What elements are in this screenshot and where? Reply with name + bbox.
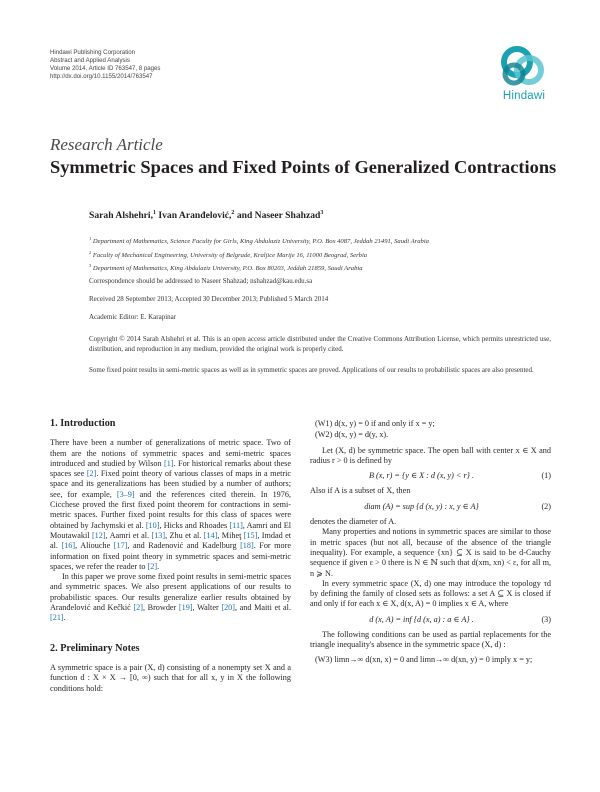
correspondence: Correspondence should be addressed to Naseer Shahzad; nshahzad@kau.edu.sa bbox=[89, 277, 313, 285]
equation-2 bbox=[310, 502, 551, 512]
academic-editor: Academic Editor: E. Karapinar bbox=[89, 313, 177, 321]
subset-paragraph: Also if A is a subset of X, then bbox=[310, 486, 411, 496]
volume-info: Volume 2014, Article ID 763547, 8 pages bbox=[50, 65, 161, 72]
citation-link[interactable]: [3–9] bbox=[116, 489, 135, 499]
prelim-paragraph-1: A symmetric space is a pair (X, d) consisting of a nonempty set X and a function d : X × X → [0, ∞) such that for all x, y in X the following conditions hold: bbox=[50, 662, 291, 693]
citation-link[interactable]: [18] bbox=[240, 541, 254, 551]
properties-paragraph: Many properties and notions in symmetric spaces are similar to those in metric spaces (but not all, because of the absence of the triangle inequality). For example, a sequence {xn} ⊆ X is said to be d-Cauchy sequence if given ε > 0 there is N ∈ ℕ such that d(xm, xn) < ε, for all m, n ⩾ N. bbox=[310, 527, 551, 578]
conditions-paragraph: The following conditions can be used as partial replacements for the triangle inequality's absence in the symmetric space (X, d) : bbox=[310, 630, 551, 650]
citation-link[interactable]: [13] bbox=[151, 530, 166, 540]
intro-paragraph-1: There have been a number of generalizations of metric space. Two of them are the notions of symmetric spaces and semi-metric spaces introduced and studied by Wilson [1]. For historical remarks about these spaces see [2]. Fixed point theory of various classes of maps in a metric space and its generalizations has been studied by a number of authors; see, for example, [3–9] and the references cited therein. In 1976, Cicchese proved the first fixed point theorem for contractions in semi-metric spaces. Further fixed point results for this class of spaces were obtained by Jachymski et al. [10], Hicks and Rhoades [11], Aamri and El Moutawakil [12], Aamri et al. [13], Zhu et al. [14], Miheţ [15], Imdad et al. [16], Aliouche [17], and Radenović and Kadelburg [18]. For more information on fixed point theory in symmetric spaces and semi-metric spaces, we refer the reader to [2]. bbox=[50, 438, 292, 571]
author-2-sup: 2 bbox=[231, 210, 235, 216]
author-1[interactable]: Sarah Alshehri, bbox=[89, 210, 153, 222]
affiliations bbox=[89, 234, 429, 275]
authors bbox=[89, 210, 323, 221]
dates: Received 28 September 2013; Accepted 30 December 2013; Published 5 March 2014 bbox=[89, 295, 329, 303]
citation-link[interactable]: [20] bbox=[221, 603, 235, 613]
equation-3 bbox=[310, 615, 551, 625]
equation-3-expr: d (x, A) = inf {d (x, a) : a ∈ A} . bbox=[369, 614, 474, 624]
condition-w2: (W2) d(x, y) = d(y, x). bbox=[315, 430, 389, 440]
abstract: Some fixed point results in semi-metric spaces as well as in symmetric spaces are proved. Applications of our results to probabilistic spaces are also presented. bbox=[89, 366, 534, 374]
publisher: Hindawi Publishing Corporation bbox=[50, 49, 136, 56]
citation-link[interactable]: [2] bbox=[86, 469, 97, 479]
author-2[interactable]: Ivan Aranđelović, bbox=[155, 210, 232, 222]
citation-link[interactable]: [16] bbox=[61, 541, 76, 551]
right-column bbox=[310, 419, 551, 666]
topology-paragraph: In every symmetric space (X, d) one may introduce the topology τd by defining the family of closed sets as follows: a set A ⊆ X is closed if and only if for each x ∈ X, d(x, A) = 0 implies x ∈ A, where bbox=[310, 578, 551, 609]
condition-w1: (W1) d(x, y) = 0 if and only if x = y; bbox=[315, 419, 435, 428]
citation-link[interactable]: [10] bbox=[145, 520, 160, 530]
author-3-sup: 3 bbox=[320, 210, 324, 216]
equation-2-expr: diam (A) = sup {d (x, y) : x, y ∈ A} bbox=[364, 501, 479, 511]
affiliation-3: $^3$ Department of Mathematics, King Abdulaziz University, P.O. Box 80203, Jeddah 21859, Saudi Arabia bbox=[89, 263, 363, 273]
equation-2-number: (2) bbox=[541, 501, 551, 511]
affiliation-1: $^1$ Department of Mathematics, Science Faculty for Girls, King Abdulaziz University, P.O. Box 4087, Jeddah 21491, Saudi Arabia bbox=[89, 236, 429, 246]
equation-3-number: (3) bbox=[541, 614, 551, 624]
journal-name: Abstract and Applied Analysis bbox=[50, 57, 130, 64]
open-ball-paragraph: Let (X, d) be symmetric space. The open ball with center x ∈ X and radius r > 0 is defined by bbox=[310, 445, 551, 465]
author-3[interactable]: and Naseer Shahzad bbox=[234, 210, 321, 222]
citation-link[interactable]: [1] bbox=[164, 458, 174, 468]
article-type: Research Article bbox=[50, 135, 163, 154]
equation-1-expr: B (x, r) = {y ∈ X : d (x, y) < r} . bbox=[368, 471, 475, 481]
citation-link[interactable]: [14] bbox=[203, 530, 218, 540]
equation-1 bbox=[310, 471, 551, 481]
citation-link[interactable]: [12] bbox=[91, 530, 106, 540]
author-1-sup: 1 bbox=[152, 210, 156, 216]
intro-paragraph-2: In this paper we prove some fixed point results in semi-metric spaces and symmetric spaces. We also present applications of our results to probabilistic spaces. Our results generalize earlier results obtained by Aranđelović and Kečkić [2], Browder [19], Walter [20], and Maiti et al. [21]. bbox=[50, 572, 291, 623]
citation-link[interactable]: [15] bbox=[243, 530, 258, 540]
citation-link[interactable]: [21] bbox=[50, 613, 64, 623]
citation-link[interactable]: [2] bbox=[147, 561, 158, 571]
left-column bbox=[50, 419, 291, 694]
affiliation-2: $^2$ Faculty of Mechanical Engineering, University of Belgrade, Kraljice Marije 16, 11000 Beograd, Serbia bbox=[89, 249, 368, 259]
journal-info bbox=[50, 49, 160, 81]
doi-link[interactable]: http://dx.doi.org/10.1155/2014/763547 bbox=[50, 73, 153, 80]
citation-link[interactable]: [2] bbox=[133, 603, 143, 613]
section-preliminary-heading: 2. Preliminary Notes bbox=[50, 642, 140, 654]
section-introduction-heading: 1. Introduction bbox=[50, 418, 116, 429]
condition-w3: (W3) limn→∞ d(xn, x) = 0 and limn→∞ d(xn, y) = 0 imply x = y; bbox=[315, 654, 533, 664]
citation-link[interactable]: [11] bbox=[229, 520, 243, 530]
diameter-paragraph: denotes the diameter of A. bbox=[310, 517, 397, 527]
copyright: Copyright © 2014 Sarah Alshehri et al. This is an open access article distributed under the Creative Commons Attribution License, which permits unrestricted use, distribution, and reproduction in any medium, provided the original work is properly cited. bbox=[89, 335, 551, 353]
citation-link[interactable]: [17] bbox=[113, 541, 128, 551]
hindawi-logo-text: Hindawi bbox=[502, 90, 546, 102]
equation-1-number: (1) bbox=[541, 471, 551, 481]
citation-link[interactable]: [19] bbox=[178, 603, 193, 613]
paper-title: Symmetric Spaces and Fixed Points of Generalized Contractions bbox=[50, 157, 557, 177]
